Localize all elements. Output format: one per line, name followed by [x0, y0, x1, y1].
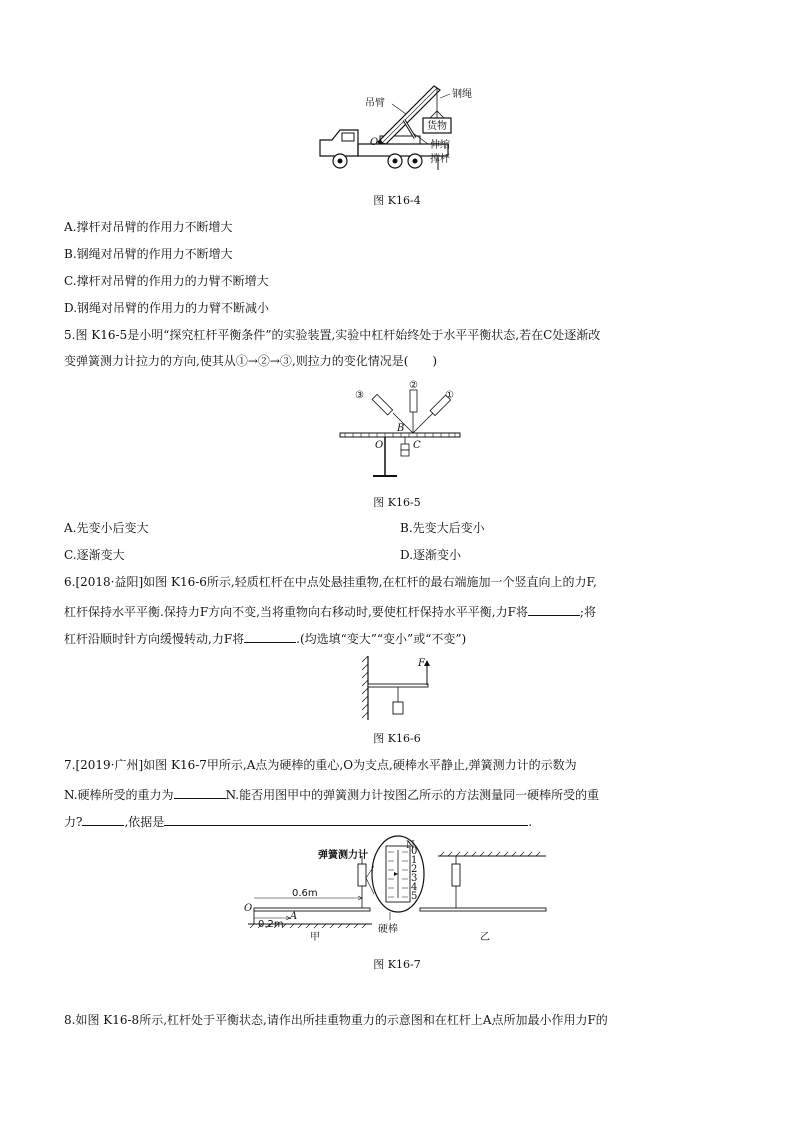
tick-4: 4: [411, 882, 418, 893]
q5-option-c: C.逐渐变大: [64, 548, 125, 562]
tick-1: 1: [411, 855, 418, 866]
figure-k16-5-caption: 图 K16-5: [373, 496, 421, 509]
rope-label: 钢绳: [452, 89, 472, 100]
direction-1-label: ①: [445, 390, 454, 401]
q6-line3-text: 杠杆沿顺时针方向缓慢转动,力F将: [64, 632, 245, 646]
unit-n-label: N: [406, 840, 415, 851]
q4-option-d: D.钢绳对吊臂的作用力的力臂不断减小: [64, 301, 270, 315]
q6-stem-line2: [64, 603, 596, 620]
q6-line2-tail: ;将: [579, 605, 596, 619]
q5-stem-line1: 5.图 K16-5是小明“探究杠杆平衡条件”的实验装置,实验中杠杆始终处于水平平衡状态,若在C处逐渐改: [64, 328, 601, 342]
tick-5: 5: [411, 891, 418, 902]
q7-line3-text: 力?: [64, 815, 83, 829]
tick-3: 3: [411, 873, 418, 884]
direction-3-label: ③: [355, 390, 364, 401]
direction-2-label: ②: [409, 380, 418, 391]
q4-option-b: B.钢绳对吊臂的作用力不断增大: [64, 247, 233, 261]
figure-k16-6: [360, 654, 440, 726]
q7-stem-line2: [64, 786, 599, 803]
tick-0: 0: [411, 846, 418, 857]
tick-2: 2: [411, 864, 418, 875]
figure-k16-7: [240, 836, 560, 948]
figure-k16-7-caption: 图 K16-7: [373, 958, 421, 971]
pivot-o-label: O: [375, 440, 384, 451]
q6-line3-tail: .(均选填“变大”“变小”或“不变”): [296, 632, 467, 646]
spring-meter-label: 弹簧测力计: [318, 850, 368, 861]
cargo-label: 货物: [427, 121, 447, 132]
q5-option-a: A.先变小后变大: [64, 521, 149, 535]
pivot-label: O: [370, 137, 379, 148]
distance-06m-label: 0.6m: [292, 888, 318, 899]
pivot-o-label: O: [244, 903, 253, 914]
q6-answer-blank-1[interactable]: [528, 603, 580, 616]
figure-k16-4: [310, 78, 480, 188]
q7-stem-line3: [64, 813, 532, 830]
q4-option-c: C.撑杆对吊臂的作用力的力臂不断增大: [64, 274, 269, 288]
q7-line3-mid: ,依据是: [124, 815, 165, 829]
q7-answer-blank-1[interactable]: [174, 786, 226, 799]
point-c-label: C: [413, 440, 421, 451]
telescopic-label: 伸缩: [430, 140, 450, 151]
q6-answer-blank-2[interactable]: [244, 630, 296, 643]
q6-stem-line1: 6.[2018·益阳]如图 K16-6所示,轻质杠杆在中点处悬挂重物,在杠杆的最右端施加一个竖直向上的力F,: [64, 575, 597, 589]
distance-02m-label: 0.2m: [258, 919, 284, 930]
figure-k16-6-caption: 图 K16-6: [373, 732, 421, 745]
q5-option-d: D.逐渐变小: [400, 548, 462, 562]
point-b-label: B: [397, 423, 405, 434]
q7-line2-tail: N.能否用图甲中的弹簧测力计按图乙所示的方法测量同一硬棒所受的重: [225, 788, 600, 802]
figure-k16-4-caption: 图 K16-4: [373, 194, 421, 207]
q7-line2-text: N.硬棒所受的重力为: [64, 788, 174, 802]
strut-label: 撑杆: [430, 154, 450, 165]
figure-k16-5: [335, 378, 465, 488]
q7-stem-line1: 7.[2019·广州]如图 K16-7甲所示,A点为硬棒的重心,O为支点,硬棒水平静止,弹簧测力计的示数为: [64, 758, 577, 772]
q6-stem-line3: [64, 630, 466, 647]
force-f-label: F: [418, 658, 425, 669]
arm-label: 吊臂: [365, 98, 385, 109]
label-jia: 甲: [310, 932, 320, 943]
q7-answer-blank-2[interactable]: [82, 813, 124, 826]
q5-option-b: B.先变大后变小: [400, 521, 485, 535]
q6-line2-text: 杠杆保持水平平衡.保持力F方向不变,当将重物向右移动时,要使杠杆保持水平平衡,力F将: [64, 605, 528, 619]
q5-stem-line2: 变弹簧测力计拉力的方向,使其从①→②→③,则拉力的变化情况是( ): [64, 354, 438, 368]
q4-option-a: A.撑杆对吊臂的作用力不断增大: [64, 220, 233, 234]
rod-label: 硬棒: [378, 924, 398, 935]
q7-answer-blank-3[interactable]: [164, 813, 528, 826]
q8-stem-line1: 8.如图 K16-8所示,杠杆处于平衡状态,请作出所挂重物重力的示意图和在杠杆上A点所加最小作用力F的: [64, 1013, 608, 1027]
point-a-label: A: [290, 911, 298, 922]
label-yi: 乙: [480, 932, 490, 943]
q7-line3-tail: .: [528, 815, 533, 829]
